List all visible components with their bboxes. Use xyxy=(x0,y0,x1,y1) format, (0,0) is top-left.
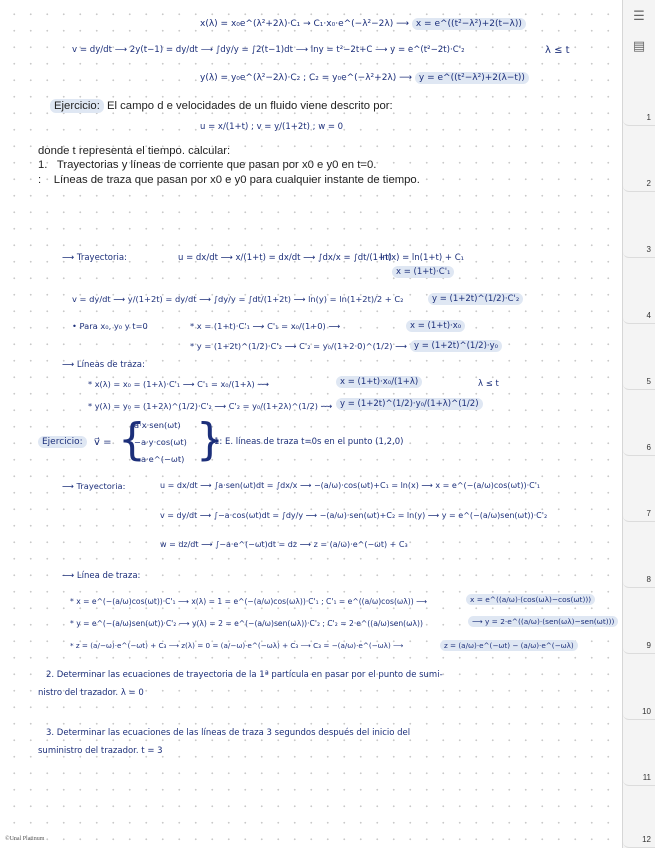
vector-component: −a·y·cos(ωt) xyxy=(134,437,187,447)
tab-12[interactable] xyxy=(623,786,655,848)
page-sidebar xyxy=(622,0,655,848)
menu-icon[interactable]: ☰ xyxy=(633,9,645,24)
notebook-icon[interactable]: ▤ xyxy=(632,39,646,54)
question-3-continued: suministro del trazador. t = 3 xyxy=(38,746,163,756)
tab-3[interactable] xyxy=(623,192,655,258)
equation-line: v = dy/dt ⟶ y/(1+2t) = dy/dt ⟶ ∫dy/y = ∫dt/(1+2t) ⟶ ln(y) = ln(1+2t)/2 + C₂ xyxy=(72,294,404,304)
question-2-continued: nistro del trazador. λ = 0 xyxy=(38,688,144,698)
equation-line: u = dx/dt ⟶ ∫a·sen(ωt)dt = ∫dx/x ⟶ −(a/ω)·cos(ωt)+C₁ = ln(x) ⟶ x = e^(−(a/ω)cos(ωt))·C'₁ xyxy=(160,481,541,490)
tab-6[interactable] xyxy=(623,390,655,456)
tab-number: 12 xyxy=(642,835,651,844)
equation-line: x(λ) = x₀e^(λ²+2λ)·C₁ → C₁·x₀·e^(−λ²−2λ) ⟶ x = e^((t²−λ²)+2(t−λ)) xyxy=(200,20,526,29)
tab-number: 7 xyxy=(646,509,651,518)
tab-number: 5 xyxy=(646,377,651,386)
tab-10[interactable] xyxy=(623,654,655,720)
left-brace: { xyxy=(118,414,146,465)
highlighted-result: y = e^((t²−λ²)+2(λ−t)) xyxy=(415,72,529,84)
section-heading: ⟶ Líneas de traza: xyxy=(62,360,145,370)
tab-number: 10 xyxy=(642,707,651,716)
tab-11[interactable] xyxy=(623,720,655,786)
condition-label: • Para x₀, y₀ y t=0 xyxy=(72,321,148,331)
vector-component: a·x·sen(ωt) xyxy=(134,420,181,430)
exercise-statement: Ejercicio: El campo d e velocidades de un fluido viene descrito por: xyxy=(50,101,393,112)
equation-line: v = dy/dt ⟶ ∫−a·cos(ωt)dt = ∫dy/y ⟶ −(a/ω)·sen(ωt)+C₂ = ln(y) ⟶ y = e^(−(a/ω)sen(ωt))·C'₂ xyxy=(160,511,548,520)
tab-1[interactable] xyxy=(623,60,655,126)
section-heading: ⟶ Línea de traza: xyxy=(62,571,141,581)
list-item: 1. Trayectorias y líneas de corriente que pasan por x0 e y0 en t=0. xyxy=(38,159,377,171)
section-heading: ⟶ Trayectoria: xyxy=(62,253,127,263)
equation-line: * y(λ) = y₀ = (1+2λ)^(1/2)·C'₂ ⟶ C'₂ = y₀/(1+2λ)^(1/2) ⟿ xyxy=(88,401,333,411)
highlighted-result: y = (1+2t)^(1/2)·y₀/(1+λ)^(1/2) xyxy=(336,400,483,409)
tab-number: 8 xyxy=(646,575,651,584)
highlighted-result: x = e^((a/ω)·(cos(ωλ)−cos(ωt))) xyxy=(466,596,595,603)
tab-8[interactable] xyxy=(623,522,655,588)
equation-line: * z = (a/−ω)·e^(−ωt) + C₃ ⟶ z(λ) = 0 = (a/−ω)·e^(−ωλ) + C₃ ⟶ C₃ = −(a/ω)·e^(−ωλ) ⟶ xyxy=(70,641,404,650)
highlighted-result: x = (1+t)·x₀/(1+λ) xyxy=(336,378,422,387)
tab-number: 2 xyxy=(646,179,651,188)
tab-7[interactable] xyxy=(623,456,655,522)
highlighted-result: y = (1+2t)^(1/2)·y₀ xyxy=(410,342,502,351)
tab-number: 4 xyxy=(646,311,651,320)
equation-line: y(λ) = y₀e^(λ²−2λ)·C₂ ; C₂ = y₀e^(−λ²+2λ) ⟶ y = e^((t²−λ²)+2(λ−t)) xyxy=(200,74,529,83)
equation-line: * x(λ) = x₀ = (1+λ)·C'₁ ⟶ C'₁ = x₀/(1+λ) ⟿ xyxy=(88,379,269,389)
equation-line: * x = e^(−(a/ω)cos(ωt))·C'₁ ⟶ x(λ) = 1 = e^(−(a/ω)cos(ωλ))·C'₁ ; C'₁ = e^((a/ω)cos(ωλ)) ⟶ xyxy=(70,597,427,606)
question-3: 3. Determinar las ecuaciones de las líneas de traza 3 segundos después del inicio del xyxy=(46,728,411,738)
equation-line: ln(x) = ln(1+t) + C₁ xyxy=(380,253,465,263)
vector-component: −a·e^(−ωt) xyxy=(134,454,185,464)
right-brace: } xyxy=(196,414,224,465)
equation-line: w = dz/dt ⟶ ∫−a·e^(−ωt)dt = dz ⟶ z = (a/ω)·e^(−ωt) + C₃ xyxy=(160,540,408,549)
tab-4[interactable] xyxy=(623,258,655,324)
highlighted-result: x = (1+t)·x₀ xyxy=(406,322,465,331)
tab-number: 1 xyxy=(646,113,651,122)
tab-2[interactable] xyxy=(623,126,655,192)
list-item: : Líneas de traza que pasan por x0 e y0 para cualquier instante de tiempo. xyxy=(38,174,420,186)
velocity-field: u = x/(1+t) ; v = y/(1+2t) ; w = 0 xyxy=(200,122,344,132)
paragraph: donde t representa el tiempo. calcular: xyxy=(38,145,231,157)
tab-number: 3 xyxy=(646,245,651,254)
equation-line: v = dy/dt ⟶ 2y(t−1) = dy/dt ⟶ ∫dy/y = ∫2(t−1)dt ⟶ lny = t²−2t+C ⟶ y = e^(t²−2t)·C'₂ xyxy=(72,45,465,55)
tab-number: 6 xyxy=(646,443,651,452)
highlighted-result: z = (a/ω)·e^(−ωt) − (a/ω)·e^(−ωλ) xyxy=(440,642,578,649)
tab-5[interactable] xyxy=(623,324,655,390)
equation-line: * y = (1+2t)^(1/2)·C'₂ ⟶ C'₂ = y₀/(1+2·0)^(1/2) ⟶ xyxy=(190,341,408,351)
footer-watermark: ©Unal Platinum xyxy=(5,836,45,842)
highlighted-result: y = (1+2t)^(1/2)·C'₂ xyxy=(428,295,523,304)
condition: λ ≤ t xyxy=(478,379,499,389)
tab-9[interactable] xyxy=(623,588,655,654)
tab-number: 9 xyxy=(646,641,651,650)
highlighted-result: x = (1+t)·C'₁ xyxy=(392,268,454,277)
question-2: 2. Determinar las ecuaciones de trayectoria de la 1ª partícula en pasar por el punto de sumi- xyxy=(46,670,443,680)
equation-line: u = dx/dt ⟶ x/(1+t) = dx/dt ⟶ ∫dx/x = ∫dt/(1+t) xyxy=(178,253,392,263)
highlighted-result: ⟶ y = 2·e^((a/ω)·(sen(ωλ)−sen(ωt))) xyxy=(468,618,618,625)
section-heading: ⟶ Trayectoria: xyxy=(62,481,126,491)
condition: λ ≤ t xyxy=(545,45,570,56)
equation-line: * y = e^(−(a/ω)sen(ωt))·C'₂ ⟶ y(λ) = 2 = e^(−(a/ω)sen(ωλ))·C'₂ ; C'₂ = 2·e^((a/ω)sen(ωλ)) xyxy=(70,619,423,628)
tab-number: 11 xyxy=(642,773,651,782)
highlighted-result: x = e^((t²−λ²)+2(t−λ)) xyxy=(412,18,526,30)
exercise-label: Ejercicio: xyxy=(38,438,87,447)
exercise-label: Ejercicio: xyxy=(50,99,104,113)
task-statement: 1: E. líneas de traza t=0s en el punto (1,2,0) xyxy=(214,437,404,447)
equation-line: * x = (1+t)·C'₁ ⟶ C'₁ = x₀/(1+0) ⟶ xyxy=(190,321,341,331)
velocity-vector-label: v⃗ = xyxy=(94,437,112,448)
